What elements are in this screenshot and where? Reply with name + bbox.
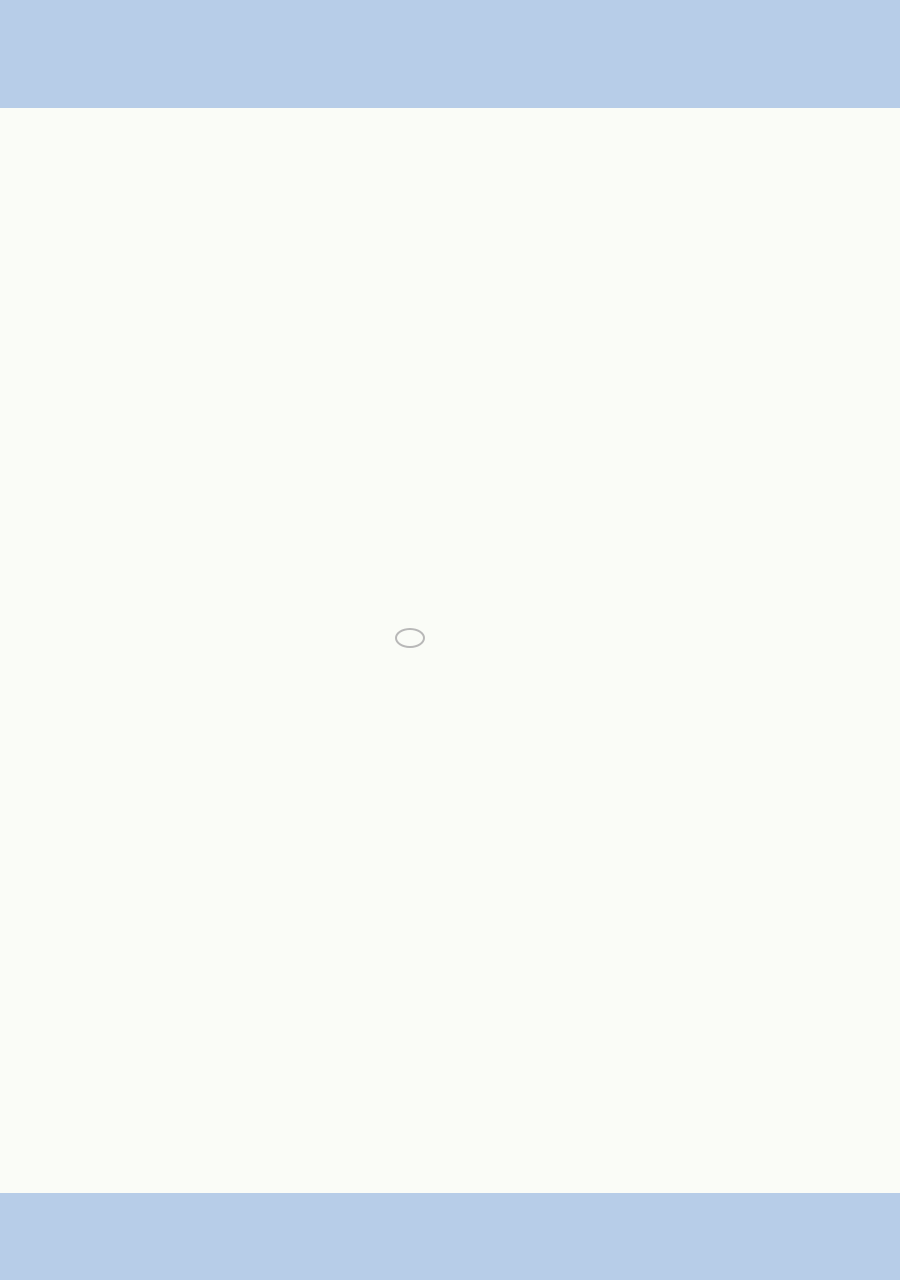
footer-note <box>0 1193 900 1280</box>
footer-label <box>0 1193 86 1280</box>
footer-text <box>86 1193 900 1280</box>
weibo-watermark <box>395 628 429 648</box>
weibo-eye-icon <box>395 628 425 648</box>
table-header <box>0 82 900 108</box>
page-title <box>0 0 900 82</box>
